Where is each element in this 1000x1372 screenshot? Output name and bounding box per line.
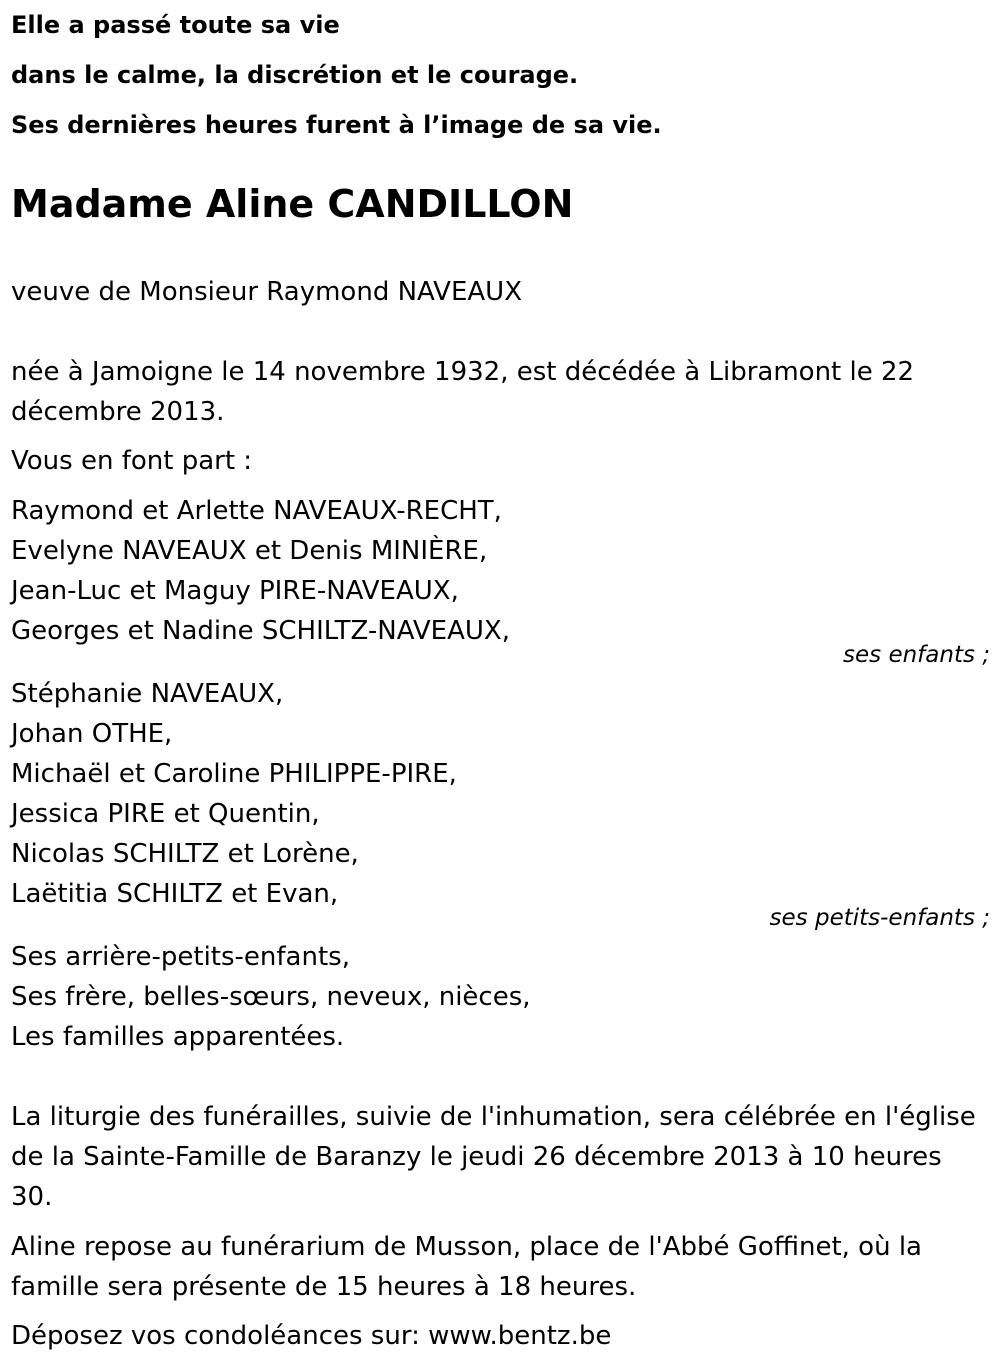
list-item: Laëtitia SCHILTZ et Evan,	[11, 879, 339, 909]
children-label: ses enfants ;	[843, 642, 990, 668]
grandchildren-list	[11, 674, 457, 914]
epigraph-line: dans le calme, la discrétion et le courage.	[11, 61, 579, 89]
funeral-line: La liturgie des funérailles, suivie de l'inhumation, sera célébrée en l'église	[11, 1102, 976, 1132]
list-item: Jessica PIRE et Quentin,	[11, 799, 320, 829]
repose-info	[11, 1227, 922, 1307]
list-item: Stéphanie NAVEAUX,	[11, 679, 284, 709]
list-item: Evelyne NAVEAUX et Denis MINIÈRE,	[11, 536, 488, 566]
repose-line: Aline repose au funérarium de Musson, place de l'Abbé Goffinet, où la	[11, 1232, 922, 1262]
funeral-info	[11, 1097, 976, 1217]
funeral-line: de la Sainte-Famille de Baranzy le jeudi 26 décembre 2013 à 10 heures	[11, 1142, 942, 1172]
list-item: Les familles apparentées.	[11, 1022, 345, 1052]
list-item: Michaël et Caroline PHILIPPE-PIRE,	[11, 759, 457, 789]
widow-of: veuve de Monsieur Raymond NAVEAUX	[11, 277, 522, 307]
children-list	[11, 491, 510, 651]
birth-death-line: décembre 2013.	[11, 397, 225, 427]
list-item: Johan OTHE,	[11, 719, 173, 749]
deceased-name: Madame Aline CANDILLON	[11, 182, 574, 226]
epigraph-line: Elle a passé toute sa vie	[11, 11, 340, 39]
list-item: Georges et Nadine SCHILTZ-NAVEAUX,	[11, 616, 510, 646]
announce: Vous en font part :	[11, 446, 253, 476]
list-item: Raymond et Arlette NAVEAUX-RECHT,	[11, 496, 502, 526]
list-item: Jean-Luc et Maguy PIRE-NAVEAUX,	[11, 576, 459, 606]
repose-line: famille sera présente de 15 heures à 18 heures.	[11, 1272, 637, 1302]
birth-death	[11, 352, 914, 432]
epigraph-line: Ses dernières heures furent à l’image de sa vie.	[11, 111, 662, 139]
grandchildren-label: ses petits-enfants ;	[769, 905, 990, 931]
list-item: Ses arrière-petits-enfants,	[11, 942, 350, 972]
list-item: Ses frère, belles-sœurs, neveux, nièces,	[11, 982, 531, 1012]
condolences: Déposez vos condoléances sur: www.bentz.be	[11, 1321, 612, 1351]
list-item: Nicolas SCHILTZ et Lorène,	[11, 839, 359, 869]
other-family-list	[11, 937, 531, 1057]
funeral-line: 30.	[11, 1182, 53, 1212]
birth-death-line: née à Jamoigne le 14 novembre 1932, est décédée à Libramont le 22	[11, 357, 915, 387]
